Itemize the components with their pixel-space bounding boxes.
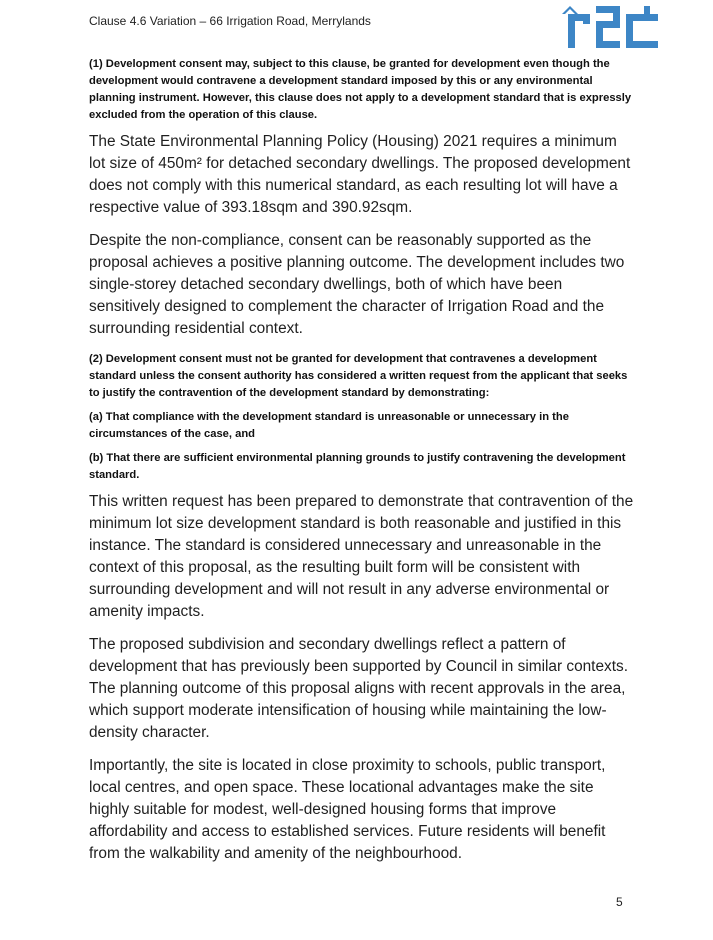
page-content bbox=[89, 56, 637, 876]
r2c-logo bbox=[560, 0, 662, 50]
clause-2-text: (2) Development consent must not be granted for development that contravenes a development standard unless the consent authority has considered a written request from the applicant that seeks to justify the contravention of the development standard by demonstrating: bbox=[89, 353, 628, 399]
paragraph-lot-size: The State Environmental Planning Policy (Housing) 2021 requires a minimum lot size of 450m² for detached secondary dwellings. The proposed development does not comply with this numerical standard, as each resulting lot will have a respective value of 393.18sqm and 390.92sqm. bbox=[89, 133, 631, 216]
clause-1-text: (1) Development consent may, subject to this clause, be granted for development even though the development would contravene a development standard imposed by this or any environmental planning instrument. However, this clause does not apply to a development standard that is expressly excluded from the operation of this clause. bbox=[89, 58, 632, 121]
paragraph-precedent: The proposed subdivision and secondary dwellings reflect a pattern of development that has previously been supported by Council in similar contexts. The planning outcome of this proposal aligns with recent approvals in the area, which support moderate intensification of housing while maintaining the low-density character. bbox=[89, 636, 628, 741]
paragraph-planning-outcome: Despite the non-compliance, consent can be reasonably supported as the proposal achieves a positive planning outcome. The development includes two single-storey detached secondary dwellings, both of which have been sensitively designed to complement the character of Irrigation Road and the surrounding residential context. bbox=[89, 232, 625, 337]
clause-2a-text: (a) That compliance with the development standard is unreasonable or unnecessary in the circumstances of the case, and bbox=[89, 411, 569, 440]
clause-2b-text: (b) That there are sufficient environmental planning grounds to justify contravening the development standard. bbox=[89, 452, 626, 481]
page-number: 5 bbox=[616, 895, 623, 909]
paragraph-location: Importantly, the site is located in close proximity to schools, public transport, local centres, and open space. These locational advantages make the site highly suitable for modest, well-designed housing forms that improve affordability and access to established services. Future residents will benefit from the walkability and amenity of the neighbourhood. bbox=[89, 757, 606, 862]
document-header: Clause 4.6 Variation – 66 Irrigation Road, Merrylands bbox=[89, 14, 371, 28]
paragraph-written-request: This written request has been prepared to demonstrate that contravention of the minimum lot size development standard is both reasonable and justified in this instance. The standard is considered unnecessary and unreasonable in the context of this proposal, as the resulting built form will be consistent with surrounding development and will not result in any adverse environmental or amenity impacts. bbox=[89, 493, 634, 620]
